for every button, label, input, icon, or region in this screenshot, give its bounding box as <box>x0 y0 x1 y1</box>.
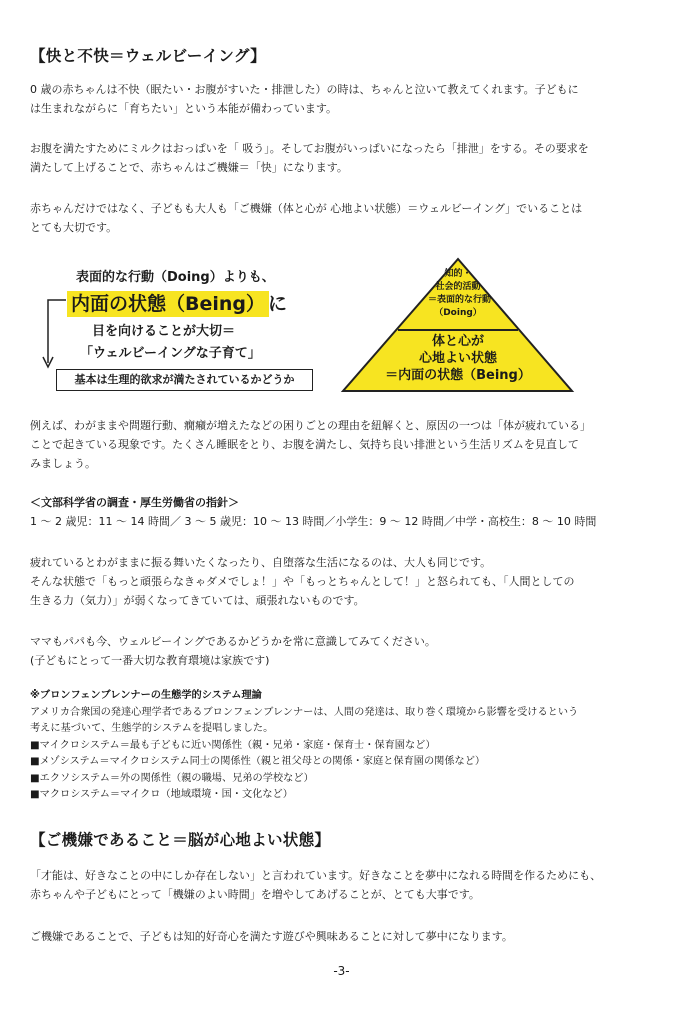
infographic-highlight-being: 内面の状態（Being） <box>67 291 269 317</box>
guideline-title: ＜文部科学省の調査・厚生労働省の指針＞ <box>30 496 239 509</box>
infographic-line-wellbeing-parenting: 「ウェルビーイングな子育て」 <box>80 346 261 361</box>
infographic-line-focus: 目を向けることが大切＝ <box>92 324 236 339</box>
section-heading-good-mood: 【ご機嫌であること＝脳が心地よい状態】 <box>30 831 331 849</box>
infographic-basis-box: 基本は生理的欲求が満たされているかどうか <box>56 369 313 391</box>
sleep-guideline: 1 ～ 2 歳児：11 ～ 14 時間／ 3 ～ 5 歳児：10 ～ 13 時間／小学生：9 ～ 12 時間／中学・高校生：8 ～ 10 時間 <box>30 515 597 528</box>
paragraph-wellbeing-importance: 赤ちゃんだけではなく、子どもも大人も「ご機嫌（体と心が 心地よい状態）＝ウェルビーイング」でいることは とても大切です。 <box>30 202 583 234</box>
theory-title: ※ブロンフェンブレンナーの生態学的システム理論 <box>30 690 262 701</box>
paragraph-infant-discomfort: 0 歳の赤ちゃんは不快（眠たい・お腹がすいた・排泄した）の時は、ちゃんと泣いて教えてくれます。子どもに は生まれながらに「育ちたい」という本能が備わっています。 <box>30 83 579 115</box>
infographic-highlight-suffix: に <box>268 293 288 315</box>
paragraph-tiredness: 例えば、わがままや問題行動、癇癪が増えたなどの困りごとの理由を紐解くと、原因の一つは「体が疲れている」 ことで起きている現象です。たくさん睡眠をとり、お腹を満たし、気持ち良い排泄という生活リズムを見直して みましょう。 <box>30 419 591 470</box>
infographic-arrow <box>40 295 70 375</box>
paragraph-curiosity: ご機嫌であることで、子どもは知的好奇心を満たす遊びや興味あることに対して夢中になります。 <box>30 930 513 943</box>
list-item: ■マクロシステム＝マイクロ（地域環境・国・文化など） <box>30 789 293 800</box>
section-heading-wellbeing: 【快と不快＝ウェルビーイング】 <box>30 47 266 65</box>
paragraph-talent: 「才能は、好きなことの中にしか存在しない」と言われています。好きなことを夢中になれる時間を作るためにも、 赤ちゃんや子どもにとって「機嫌のよい時間」を増やしてあげることが、とても大事です。 <box>30 869 602 901</box>
theory-block: ※ブロンフェンブレンナーの生態学的システム理論 アメリカ合衆国の発達心理学者であるブロンフェンブレンナーは、人間の発達は、取り巻く環境から影響を受けるという 考えに基づいて、生態学的システムを提唱しました。 ■マイクロシステム＝最も子どもに近い関係性（親・兄弟・家庭・保育士・保育園など） ■メゾシステム＝マイクロシステム同士の関係性（親と祖父母との関係・家庭と保育園の関係など） ■エクソシステム＝外の関係性（親の職場、兄弟の学校など） ■マクロシステム＝マイクロ（地域環境・国・文化など） <box>30 688 660 804</box>
paragraph-parents-awareness: ママもパパも今、ウェルビーイングであるかどうかを常に意識してみてください。 (子どもにとって一番大切な教育環境は家族です) <box>30 635 436 667</box>
list-item: ■メゾシステム＝マイクロシステム同士の関係性（親と祖父母との関係・家庭と保育園の関係など） <box>30 756 486 767</box>
list-item: ■エクソシステム＝外の関係性（親の職場、兄弟の学校など） <box>30 772 314 784</box>
paragraph-milk-excretion: お腹を満たすためにミルクはおっぱいを「 吸う」。そしてお腹がいっぱいになったら「排泄」をする。その要求を 満たして上げることで、赤ちゃんはご機嫌＝「快」になります。 <box>30 142 589 174</box>
paragraph-adults-too: 疲れているとわがままに振る舞いたくなったり、自堕落な生活になるのは、大人も同じです。 そんな状態で「もっと頑張らなきゃダメでしょ！」や「もっとちゃんとして！」と怒られても、「人間としての 生きる力（気力）」が弱くなってきていては、頑張れないものです。 <box>30 556 575 607</box>
pyramid-bottom-label: 体と心が 心地よい状態 ＝内面の状態（Being） <box>385 334 531 383</box>
pyramid-top-label: 知的・ 社会的活動 ＝表面的な行動 （Doing） <box>428 269 492 318</box>
list-item: ■マイクロシステム＝最も子どもに近い関係性（親・兄弟・家庭・保育士・保育園など） <box>30 739 436 751</box>
page-number: -3- <box>333 964 350 978</box>
infographic-line-doing: 表面的な行動（Doing）よりも、 <box>76 270 275 285</box>
